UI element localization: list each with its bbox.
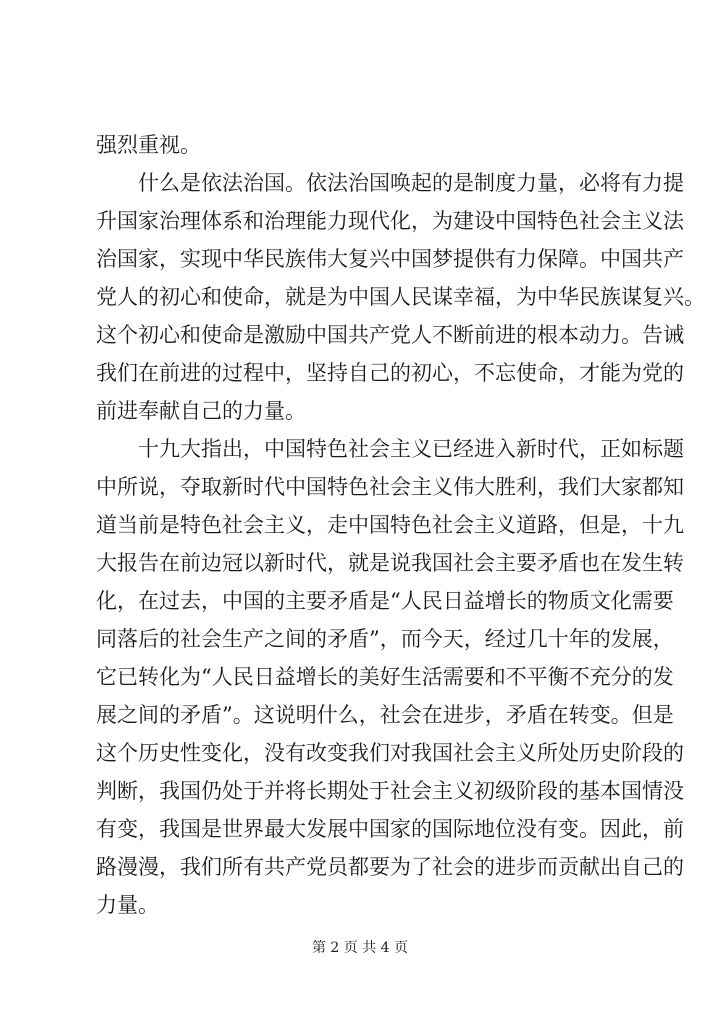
page-footer: 第 2 页 共 4 页: [311, 940, 409, 956]
document-body: [96, 126, 705, 924]
text-line: 十九大指出，中国特色社会主义已经进入新时代，正如标题: [138, 437, 684, 461]
text-line: 治国家，实现中华民族伟大复兴中国梦提供有力保障。中国共产: [96, 247, 684, 271]
paragraph: [96, 126, 636, 164]
text-line: 同落后的社会生产之间的矛盾”，而今天，经过几十年的发展，: [96, 627, 674, 651]
text-line: 道当前是特色社会主义，走中国特色社会主义道路，但是，十九: [96, 513, 684, 537]
text-line: 前进奉献自己的力量。: [96, 399, 306, 423]
text-line: 路漫漫，我们所有共产党员都要为了社会的进步而贡献出自己的: [96, 855, 684, 879]
text-line: 强烈重视。: [96, 133, 201, 157]
text-line: 它已转化为“人民日益增长的美好生活需要和不平衡不充分的发: [96, 665, 674, 689]
text-line: 化，在过去，中国的主要矛盾是“人民日益增长的物质文化需要: [96, 589, 674, 613]
text-line: 有变，我国是世界最大发展中国家的国际地位没有变。因此，前: [96, 817, 684, 841]
text-line: 党人的初心和使命，就是为中国人民谋幸福，为中华民族谋复兴。: [96, 285, 705, 309]
text-line: 升国家治理体系和治理能力现代化，为建设中国特色社会主义法: [96, 209, 684, 233]
paragraph: [96, 430, 684, 924]
text-line: 我们在前进的过程中，坚持自己的初心，不忘使命，才能为党的: [96, 361, 684, 385]
text-line: 中所说，夺取新时代中国特色社会主义伟大胜利，我们大家都知: [96, 475, 684, 499]
text-line: 大报告在前边冠以新时代，就是说我国社会主要矛盾也在发生转: [96, 551, 684, 575]
paragraph: [96, 164, 705, 430]
text-line: 这个历史性变化，没有改变我们对我国社会主义所处历史阶段的: [96, 741, 684, 765]
text-line: 这个初心和使命是激励中国共产党人不断前进的根本动力。告诫: [96, 323, 684, 347]
text-line: 力量。: [96, 893, 159, 917]
text-line: 展之间的矛盾”。这说明什么，社会在进步，矛盾在转变。但是: [96, 703, 674, 727]
text-line: 判断，我国仍处于并将长期处于社会主义初级阶段的基本国情没: [96, 779, 684, 803]
text-line: 什么是依法治国。依法治国唤起的是制度力量，必将有力提: [138, 171, 684, 195]
